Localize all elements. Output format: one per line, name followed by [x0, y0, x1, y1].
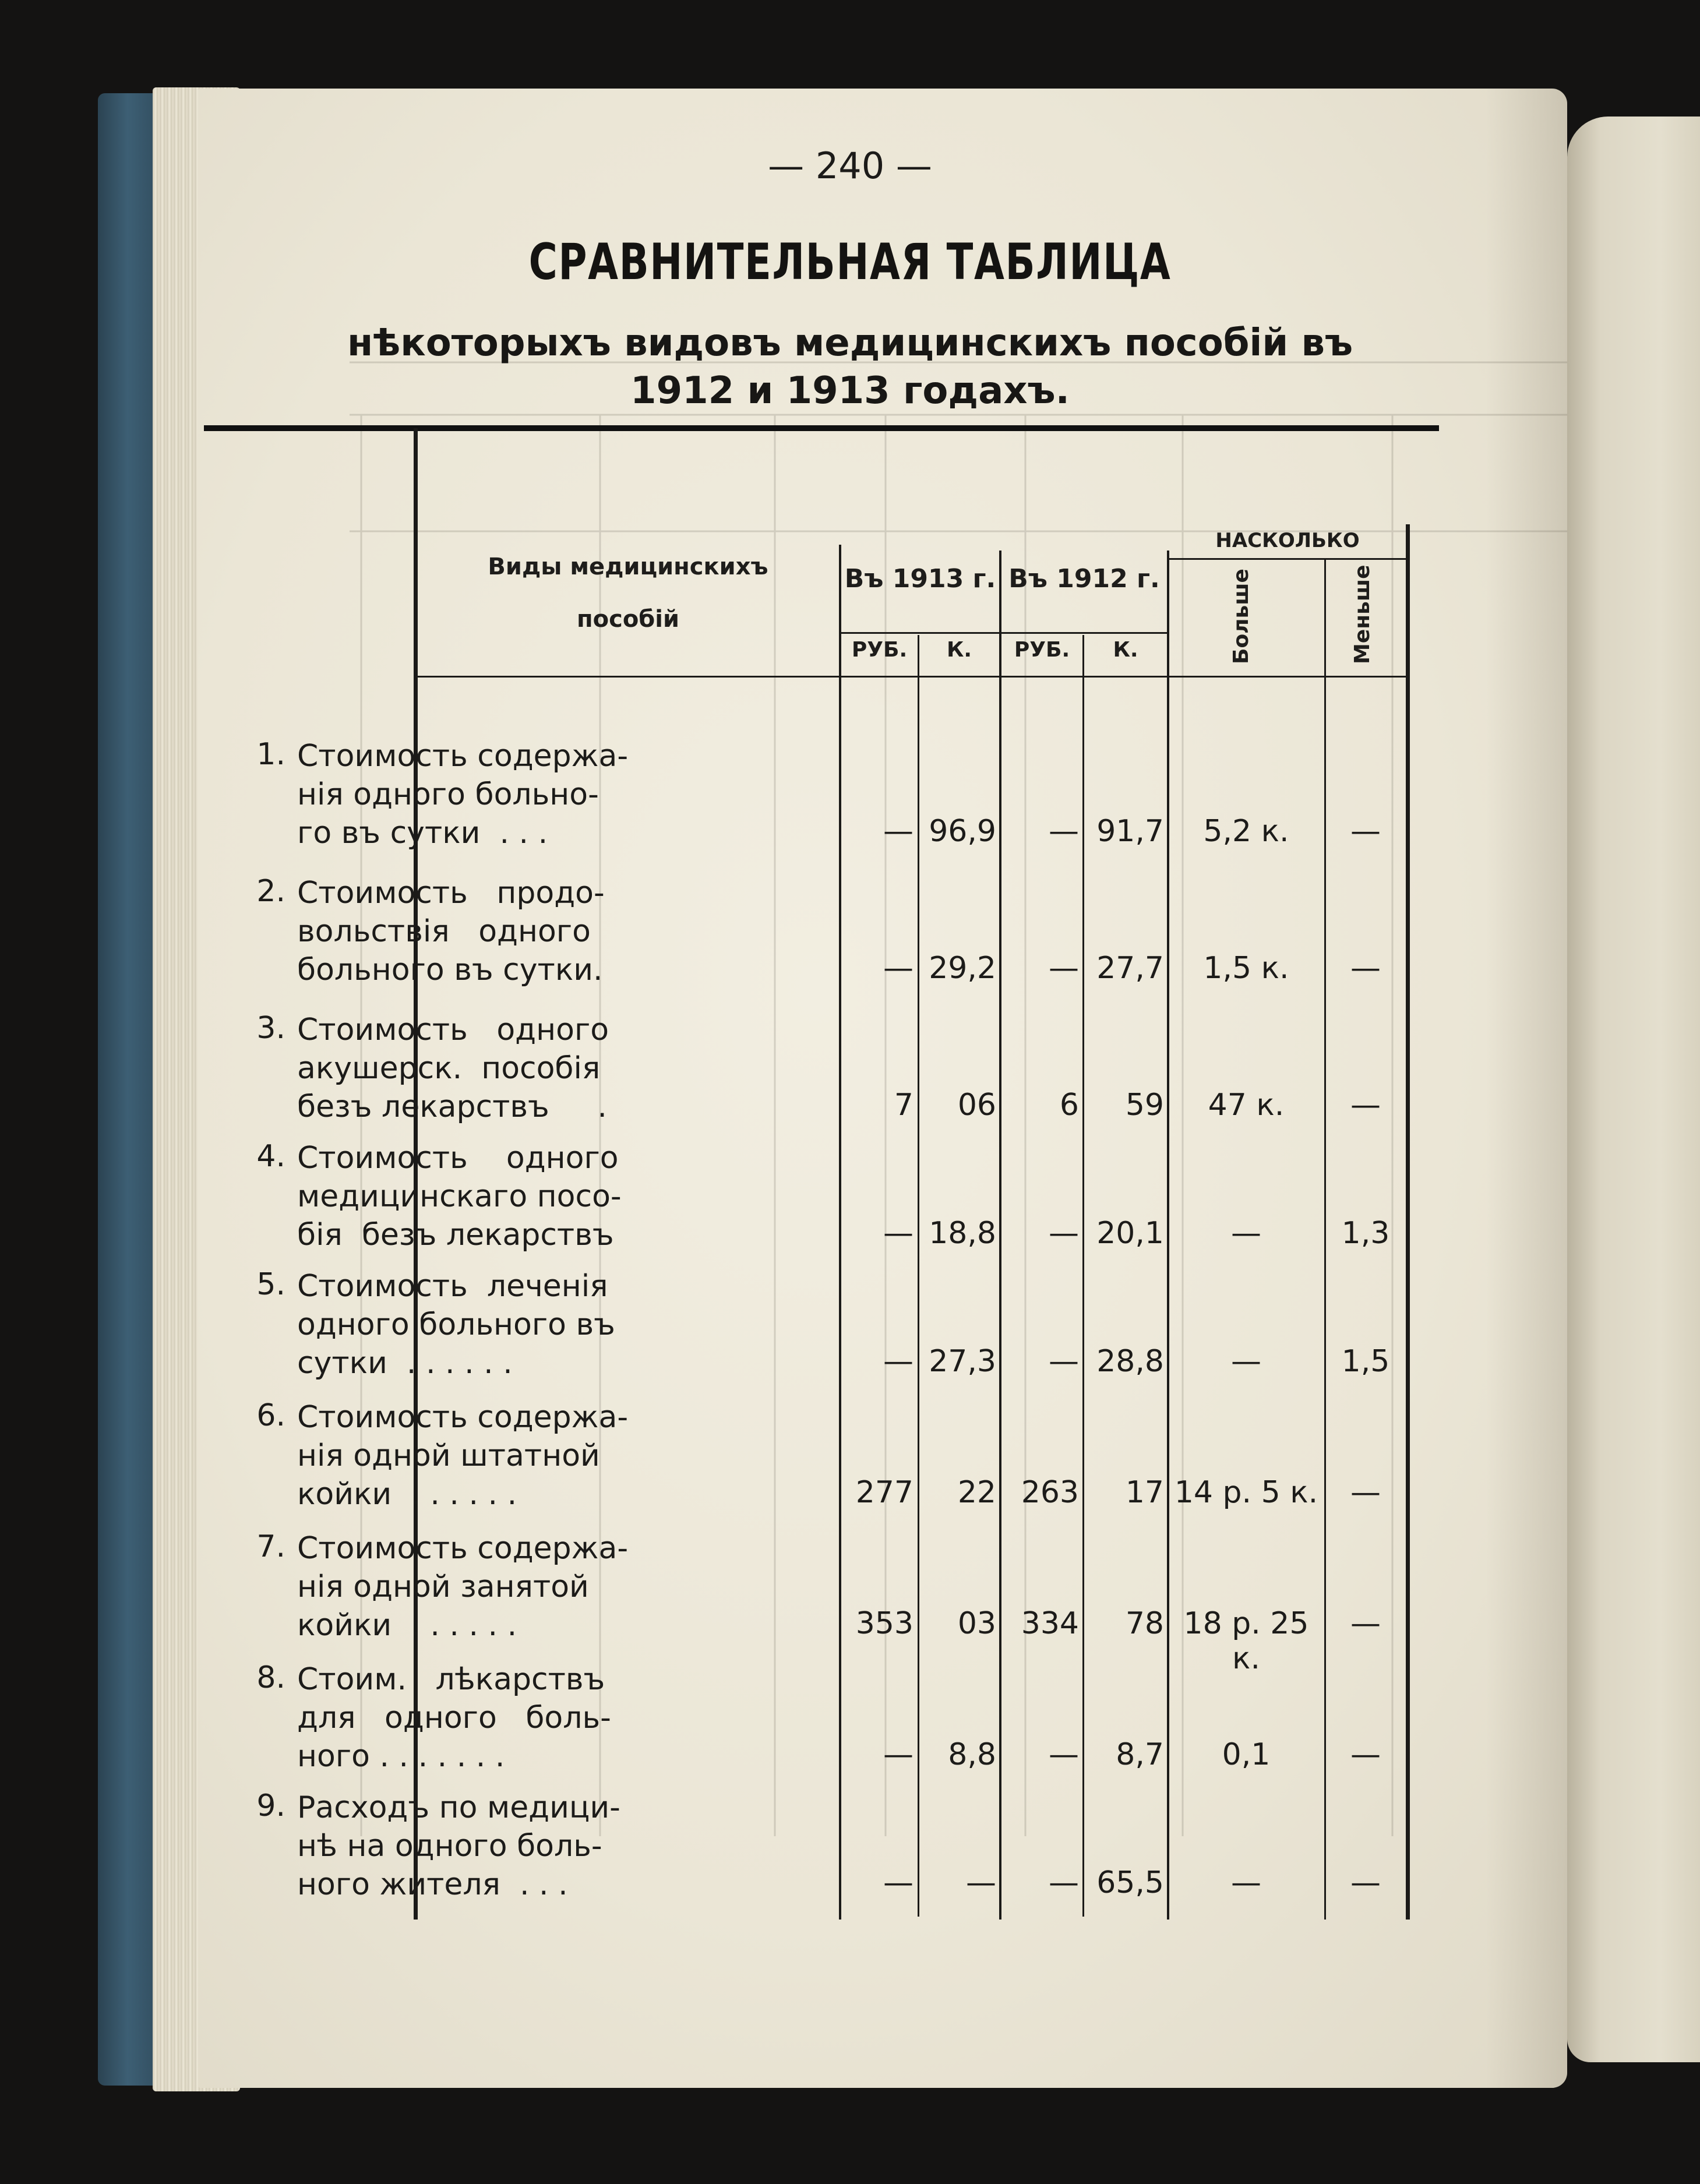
cell-1912-kop: 59 [1125, 1088, 1164, 1123]
row-number: 1. [256, 737, 285, 772]
table-top-rule [204, 425, 1439, 431]
row-label: Стоимость содержа- нія одной штатной койки . . . . . . [297, 1400, 629, 1512]
cell-more: — [1231, 1865, 1261, 1900]
header-1913-kop: К. [946, 638, 972, 662]
cell-less: 1,5 [1341, 1344, 1390, 1379]
subtitle-line-2: 1912 и 1913 годахъ. [630, 369, 1070, 412]
row-label: Стоимость содержа- нія одной занятой койки . . . . . . [297, 1531, 629, 1643]
row-label: Стоим. лѣкарствъ для одного боль- ного . . . . . . . [297, 1662, 611, 1774]
row-number: 6. [256, 1398, 285, 1433]
cell-1912-kop: 91,7 [1096, 814, 1164, 849]
cell-1912-rub: — [1049, 1344, 1079, 1379]
cell-more: 0,1 [1222, 1737, 1271, 1772]
cell-1913-rub: 7 [894, 1088, 914, 1123]
cell-more: 1,5 к. [1203, 951, 1289, 986]
row-number: 2. [256, 874, 285, 909]
row-label: Стоимость содержа- нія одного больно- го въ сутки . . . [297, 739, 629, 851]
cell-1913-kop: 8,8 [948, 1737, 996, 1772]
cell-1912-rub: 334 [1021, 1606, 1079, 1641]
page-number: — 240 — [768, 144, 932, 187]
cell-less: — [1350, 1737, 1381, 1772]
cell-1913-rub: — [883, 1865, 914, 1900]
cell-1913-rub: — [883, 814, 914, 849]
header-naskolko: НАСКОЛЬКО [1215, 529, 1360, 552]
cell-more: — [1231, 1216, 1261, 1251]
header-year-1913: Въ 1913 г. [844, 564, 996, 594]
cell-1913-kop: 06 [957, 1088, 996, 1123]
col-line-more [1324, 559, 1326, 1920]
cell-1912-kop: 8,7 [1116, 1737, 1164, 1772]
years-underline [839, 632, 1168, 634]
header-1912-rub: РУБ. [1014, 638, 1070, 662]
page-subtitle [0, 319, 1700, 415]
row-label: Расходъ по медици- нѣ на одного боль- ного жителя . . . [297, 1790, 620, 1902]
row-number: 9. [256, 1788, 285, 1823]
cell-1913-kop: 18,8 [929, 1216, 996, 1251]
col-line-1913 [999, 551, 1001, 1920]
header-less: Меньше [1350, 564, 1374, 664]
row-number: 4. [256, 1139, 285, 1174]
cell-1912-kop: 20,1 [1096, 1216, 1164, 1251]
cell-1913-rub: 353 [855, 1606, 914, 1641]
row-number: 3. [256, 1011, 285, 1046]
cell-1912-rub: — [1049, 1865, 1079, 1900]
header-year-1912: Въ 1912 г. [1008, 564, 1160, 594]
cell-less: — [1350, 1606, 1381, 1641]
cell-less: — [1350, 1088, 1381, 1123]
subtitle-line-1: нѣкоторыхъ видовъ медицинскихъ пособій въ [347, 322, 1353, 365]
header-1913-rub: РУБ. [851, 638, 908, 662]
cell-more: 5,2 к. [1203, 814, 1289, 849]
cell-1912-rub: 6 [1059, 1088, 1079, 1123]
cell-1912-rub: — [1049, 814, 1079, 849]
cell-1913-kop: 22 [957, 1475, 996, 1510]
cell-more: 47 к. [1208, 1088, 1285, 1123]
row-number: 7. [256, 1529, 285, 1564]
row-number: 5. [256, 1267, 285, 1302]
table-right-border [1406, 524, 1410, 1920]
cell-1912-kop: 28,8 [1096, 1344, 1164, 1379]
col-line-labels [839, 545, 841, 1920]
cell-less: — [1350, 814, 1381, 849]
cell-1912-kop: 78 [1125, 1606, 1164, 1641]
col-line-1912-rub [1082, 635, 1084, 1917]
col-line-1913-rub [918, 635, 919, 1917]
header-more: Больше [1229, 569, 1253, 664]
cell-less: — [1350, 1475, 1381, 1510]
row-label: Стоимость леченія одного больного въ сутки . . . . . . [297, 1269, 615, 1381]
cell-more: 18 р. 25 к. [1183, 1606, 1309, 1676]
header-kinds-line-1: Виды медицинскихъ [488, 553, 768, 580]
cell-1913-kop: — [966, 1865, 996, 1900]
cell-1913-kop: 29,2 [929, 951, 996, 986]
cell-1912-rub: — [1049, 1737, 1079, 1772]
header-1912-kop: К. [1113, 638, 1138, 662]
cell-1913-rub: 277 [855, 1475, 914, 1510]
cell-1913-kop: 27,3 [929, 1344, 996, 1379]
cell-less: 1,3 [1341, 1216, 1390, 1251]
row-label: Стоимость одного акушерск. пособія безъ лекарствъ . [297, 1012, 609, 1124]
cell-1913-rub: — [883, 951, 914, 986]
cell-1913-rub: — [883, 1216, 914, 1251]
cell-1912-rub: 263 [1021, 1475, 1079, 1510]
page-title: СРАВНИТЕЛЬНАЯ ТАБЛИЦА [528, 233, 1172, 291]
cell-less: — [1350, 1865, 1381, 1900]
cell-1912-kop: 65,5 [1096, 1865, 1164, 1900]
row-label: Стоимость продо- вольствія одного больного въ сутки. [297, 876, 605, 987]
header-bottom-rule [417, 676, 1408, 678]
header-kinds-line-2: пособій [577, 606, 679, 633]
cell-1912-kop: 27,7 [1096, 951, 1164, 986]
col-line-1912 [1167, 551, 1169, 1920]
row-label: Стоимость одного медицинскаго посо- бія безъ лекарствъ [297, 1141, 622, 1252]
cell-1913-rub: — [883, 1737, 914, 1772]
cell-more: — [1231, 1344, 1261, 1379]
cell-more: 14 р. 5 к. [1174, 1475, 1318, 1510]
row-number: 8. [256, 1660, 285, 1695]
cell-1912-kop: 17 [1125, 1475, 1164, 1510]
cell-1913-kop: 96,9 [929, 814, 996, 849]
cell-less: — [1350, 951, 1381, 986]
cell-1912-rub: — [1049, 951, 1079, 986]
naskolko-underline [1167, 558, 1407, 560]
cell-1913-rub: — [883, 1344, 914, 1379]
cell-1913-kop: 03 [957, 1606, 996, 1641]
cell-1912-rub: — [1049, 1216, 1079, 1251]
